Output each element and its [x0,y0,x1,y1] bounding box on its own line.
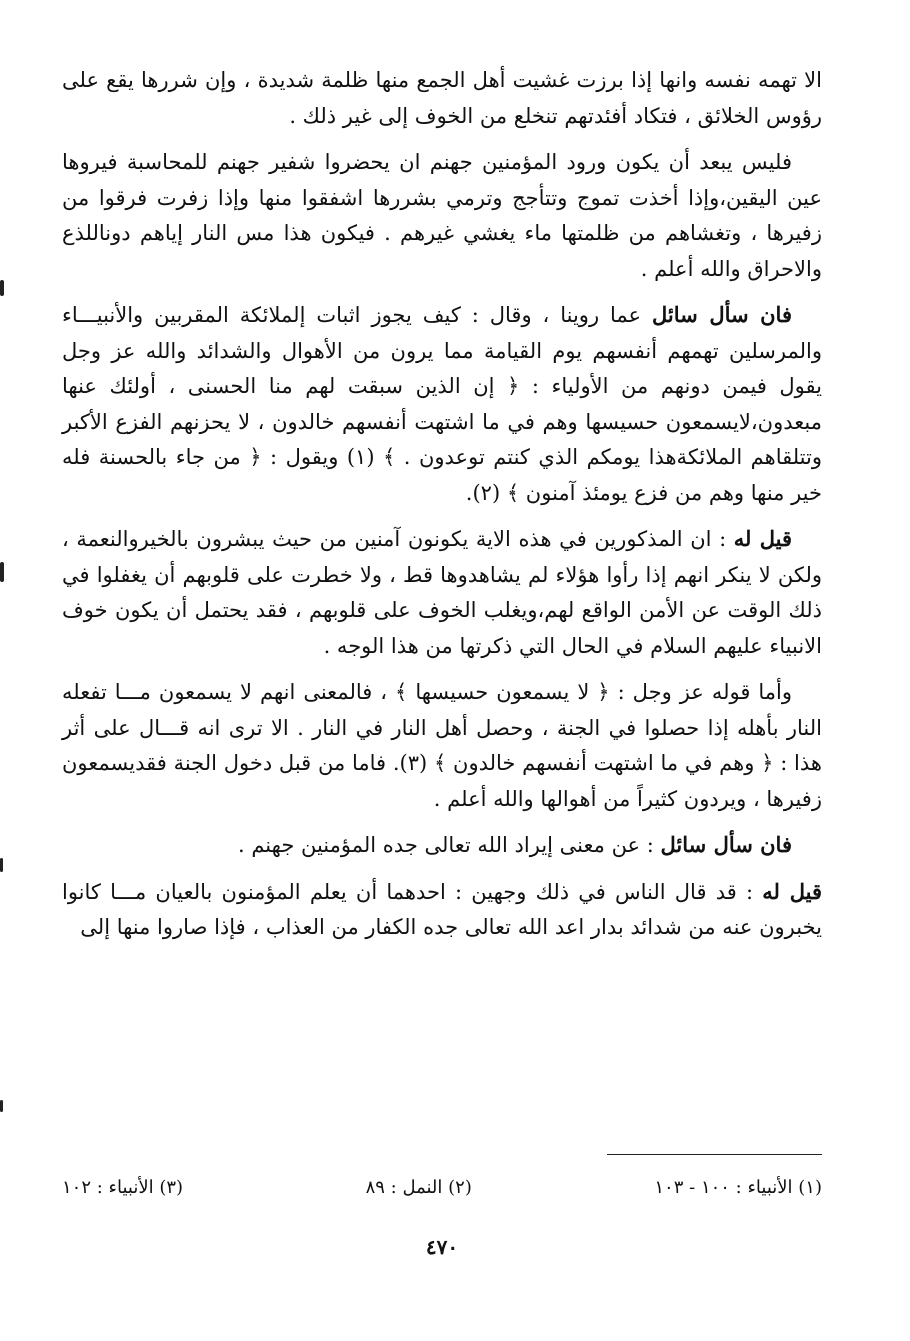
paragraph-text: : ان المذكورين في هذه الاية يكونون آمنين من حيث يبشرون بالخيروالنعمة ، ولكن لا ينكر انهم إذا رأوا هؤلاء لم يشاهدوها قط ، ولا خطرت على قلوبهم أن يغفلوا في ذلك الوقت عن الأمن الواقع لهم،ويغلب الخوف على قلوبهم ، فقد يحتمل أن يكون خوف الانبياء عليهم السلام في الحال التي ذكرتها من هذا الوجه . [62,527,822,658]
paragraph-lead: قيل له [733,526,792,551]
paragraph-4 [62,521,822,664]
paragraph-text: الا تهمه نفسه وانها إذا برزت غشيت أهل الجمع منها ظلمة شديدة ، وإن شررها يقع على رؤوس الخلائق ، فتكاد أفئدتهم تنخلع من الخوف إلى غير ذلك . [62,68,822,128]
footnote-2: (٢) النمل : ٨٩ [365,1177,472,1198]
paragraph-3 [62,297,822,511]
paragraph-lead: فان سأل سائل [652,302,792,327]
scan-edge-mark [0,280,4,296]
paragraph-text: : عن معنى إيراد الله تعالى جده المؤمنين جهنم . [237,833,661,857]
book-page [62,62,822,1282]
scan-edge-mark [0,562,4,582]
paragraph-lead: قيل له [762,878,823,904]
paragraph-lead: فان سأل سائل [660,832,792,857]
paragraph-2 [62,144,822,287]
paragraph-1 [62,62,822,134]
paragraph-7 [62,874,822,946]
scan-edge-mark [0,1100,3,1112]
footnotes [62,1174,822,1204]
paragraph-text: فليس يبعد أن يكون ورود المؤمنين جهنم ان يحضروا شفير جهنم للمحاسبة فيروها عين اليقين،وإذا أخذت تموج وتتأجج وترمي بشررها اشفقوا منها وإذا زفرت فرقوا من زفيرها ، وتغشاهم من ظلمتها ماء يغشي غيرهم . فيكون هذا مس النار إياهم دوناللذع والاحراق والله أعلم . [62,150,822,281]
page-number: ٤٧٠ [425,1235,459,1259]
footnote-1: (١) الأنبياء : ١٠٠ - ١٠٣ [654,1177,822,1198]
paragraph-text: عما روينا ، وقال : كيف يجوز اثبات إلملائكة المقربين والأنبيـــاء والمرسلين تهمهم أنفسهم يوم القيامة مما يرون من الأهوال والشدائد والله عز وجل يقول فيمن دونهم من الأولياء : ﴿ إن الذين سبقت لهم منا الحسنى ، أولئك عنها مبعدون،لايسمعون حسيسها وهم في ما اشتهت أنفسهم خالدون ، لا يحزنهم الفزع الأكبر وتتلقاهم الملائكةهذا يومكم الذي كنتم توعدون . ﴾ (١) ويقول : ﴿ من جاء بالحسنة فله خير منها وهم من فزع يومئذ آمنون ﴾ (٢). [62,303,823,505]
footnote-divider [607,1154,822,1155]
paragraph-text: : قد قال الناس في ذلك وجهين : احدهما أن يعلم المؤمنون بالعيان مـــا كانوا يخبرون عنه من شدائد بدار اعد الله تعالى جده الكفار من العذاب ، فإذا صاروا منها إلى [62,879,822,939]
footnote-3: (٣) الأنبياء : ١٠٢ [62,1177,184,1198]
paragraph-text: وأما قوله عز وجل : ﴿ لا يسمعون حسيسها ﴾ ، فالمعنى انهم لا يسمعون مـــا تفعله النار بأهله إذا حصلوا في الجنة ، وحصل أهل النار في النار . الا ترى انه قـــال على أثر هذا : ﴿ وهم في ما اشتهت أنفسهم خالدون ﴾ (٣). فاما من قبل دخول الجنة فقديسمعون زفيرها ، ويردون كثيراً من أهوالها والله أعلم . [62,680,822,811]
paragraph-5 [62,674,822,817]
paragraph-6 [62,827,822,864]
scan-edge-mark [0,858,3,872]
